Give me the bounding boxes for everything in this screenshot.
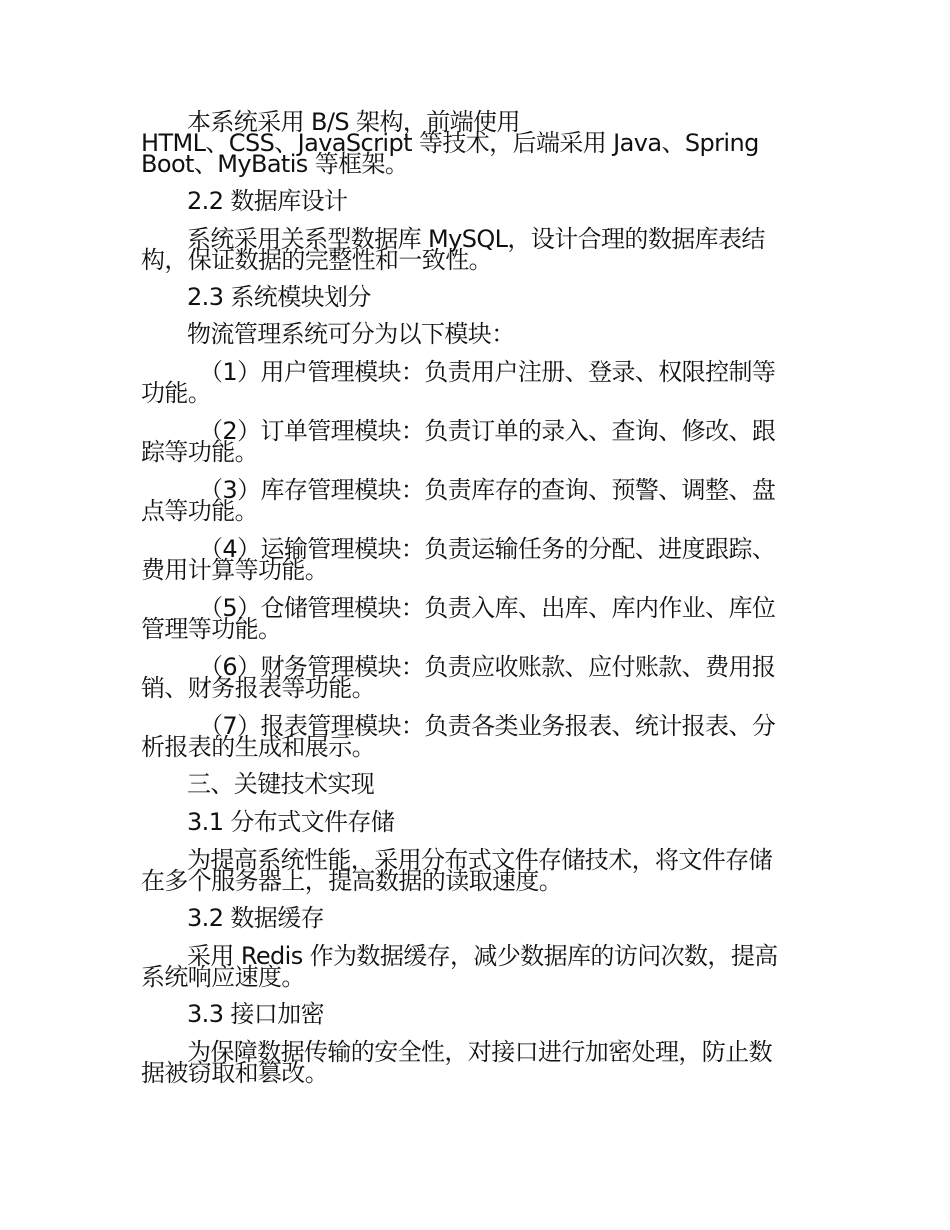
module-5-line-1: （5）仓储管理模块：负责入库、出库、库内作业、库位 (199, 594, 776, 622)
heading-3-3: 3.3 接口加密 (187, 1000, 324, 1028)
heading-2-3: 2.3 系统模块划分 (187, 283, 371, 311)
paragraph-db-line-2: 构，保证数据的完整性和一致性。 (141, 246, 492, 274)
heading-2-2: 2.2 数据库设计 (187, 187, 348, 215)
module-4-line-1: （4）运输管理模块：负责运输任务的分配、进度跟踪、 (199, 535, 776, 563)
paragraph-cache-line-2: 系统响应速度。 (141, 963, 305, 991)
paragraph-dfs-line-1: 为提高系统性能，采用分布式文件存储技术，将文件存储 (187, 846, 772, 874)
module-6-line-2: 销、财务报表等功能。 (141, 674, 375, 702)
paragraph-encrypt-line-1: 为保障数据传输的安全性，对接口进行加密处理，防止数 (187, 1038, 772, 1066)
module-4-line-2: 费用计算等功能。 (141, 556, 329, 584)
heading-3: 三、关键技术实现 (187, 770, 375, 798)
heading-3-1: 3.1 分布式文件存储 (187, 808, 395, 836)
module-2-line-2: 踪等功能。 (141, 438, 258, 466)
module-7-line-1: （7）报表管理模块：负责各类业务报表、统计报表、分 (199, 712, 776, 740)
paragraph-dfs-line-2: 在多个服务器上，提高数据的读取速度。 (141, 867, 563, 895)
module-3-line-2: 点等功能。 (141, 497, 258, 525)
module-2-line-1: （2）订单管理模块：负责订单的录入、查询、修改、跟 (199, 417, 776, 445)
paragraph-encrypt-line-2: 据被窃取和篡改。 (141, 1059, 329, 1087)
module-1-line-1: （1）用户管理模块：负责用户注册、登录、权限控制等 (199, 358, 776, 386)
paragraph-cache-line-1: 采用 Redis 作为数据缓存，减少数据库的访问次数，提高 (187, 942, 778, 970)
paragraph-intro-line-2: HTML、CSS、JavaScript 等技术，后端采用 Java、Spring (141, 129, 759, 157)
paragraph-intro-line-1: 本系统采用 B/S 架构，前端使用 (187, 108, 520, 136)
module-1-line-2: 功能。 (141, 379, 212, 407)
paragraph-db-line-1: 系统采用关系型数据库 MySQL，设计合理的数据库表结 (187, 225, 765, 253)
module-5-line-2: 管理等功能。 (141, 615, 282, 643)
paragraph-intro-line-3: Boot、MyBatis 等框架。 (141, 150, 409, 178)
heading-3-2: 3.2 数据缓存 (187, 904, 324, 932)
paragraph-modules-intro: 物流管理系统可分为以下模块： (187, 320, 515, 348)
module-6-line-1: （6）财务管理模块：负责应收账款、应付账款、费用报 (199, 653, 776, 681)
module-7-line-2: 析报表的生成和展示。 (141, 733, 375, 761)
module-3-line-1: （3）库存管理模块：负责库存的查询、预警、调整、盘 (199, 476, 776, 504)
